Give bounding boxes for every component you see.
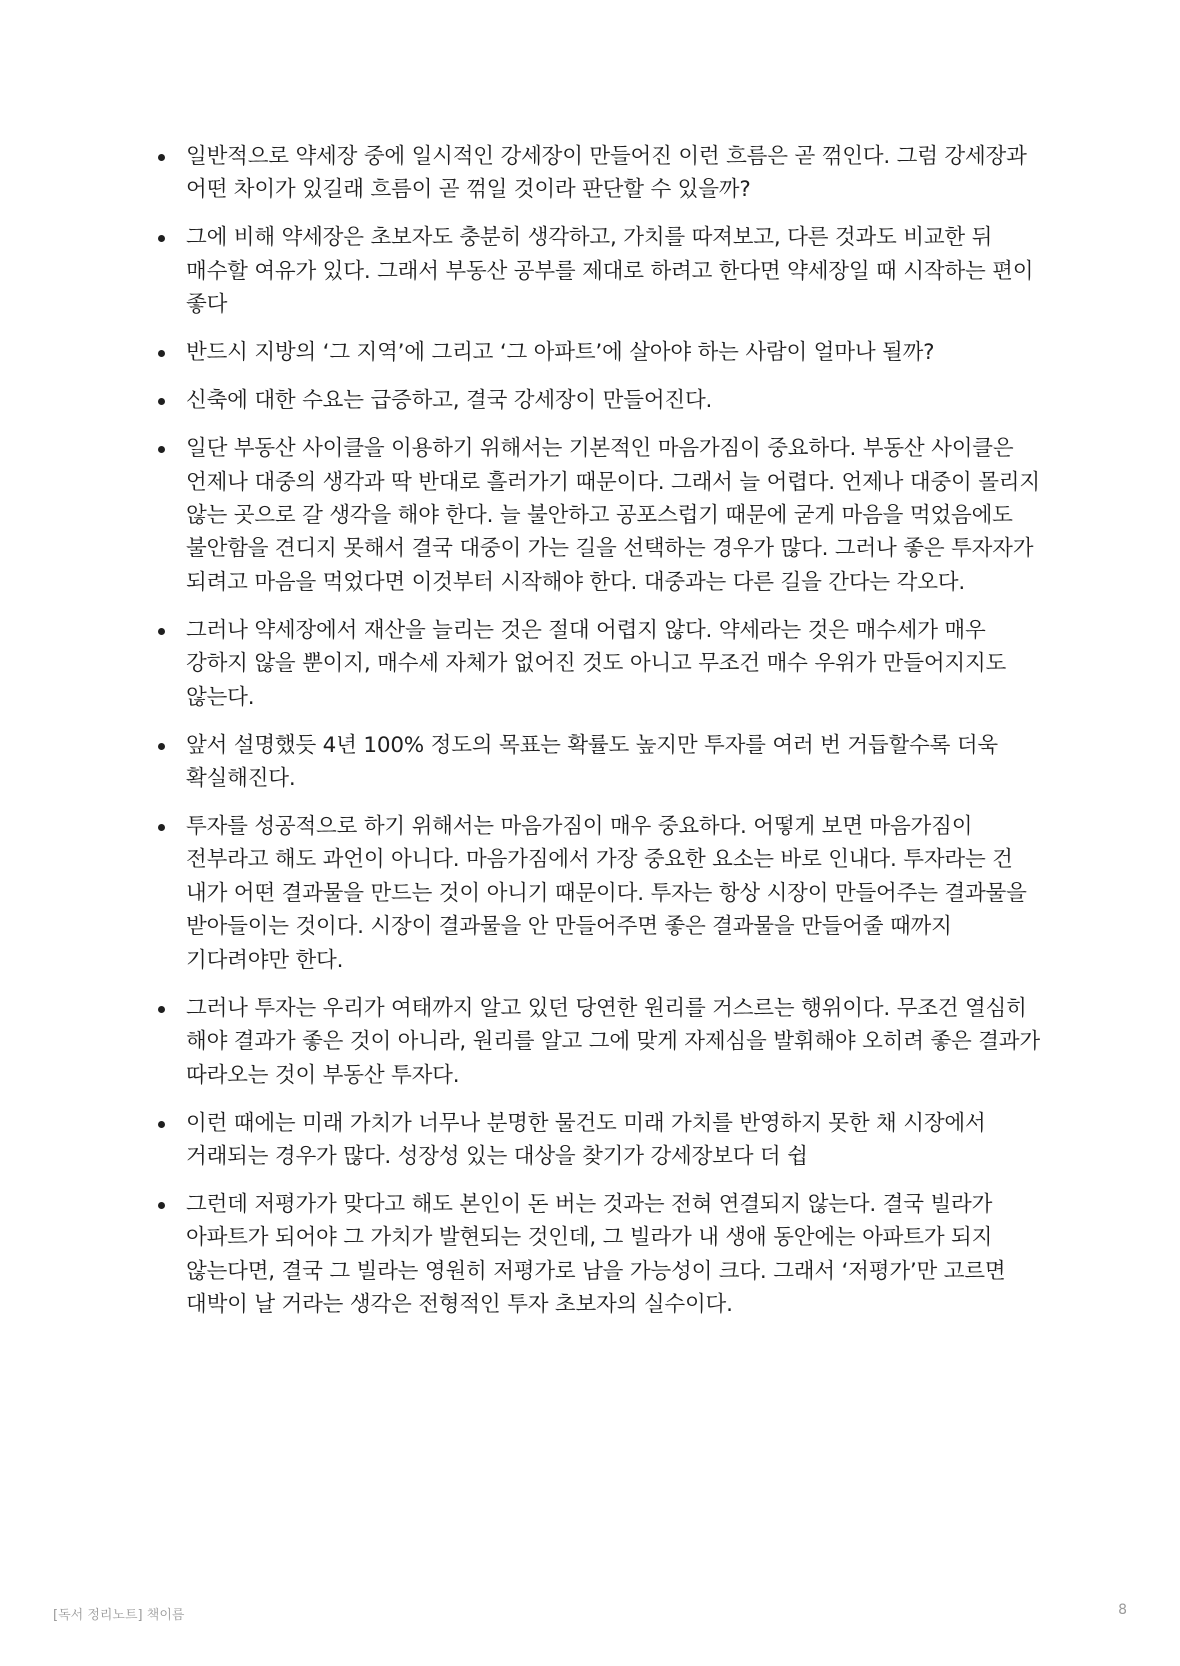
note-text: 일단 부동산 사이클을 이용하기 위해서는 기본적인 마음가짐이 중요하다. 부동산 사이클은 언제나 대중의 생각과 딱 반대로 흘러가기 때문이다. 그래서 늘 어렵다. 언제나 대중이 몰리지 않는 곳으로 갈 생각을 해야 한다. 늘 불안하고 공포스럽기 때문에 굳게 마음을 먹었음에도 불안함을 견디지 못해서 결국 대중이 가는 길을 선택하는 경우가 많다. 그러나 좋은 투자자가 되려고 마음을 먹었다면 이것부터 시작해야 한다. 대중과는 다른 길을 간다는 각오다.: [186, 436, 1040, 595]
note-text: 신축에 대한 수요는 급증하고, 결국 강세장이 만들어진다.: [186, 388, 713, 414]
bullet-icon: [158, 743, 165, 750]
bullet-icon: [158, 1202, 165, 1209]
list-item: [148, 992, 1048, 1092]
bullet-icon: [158, 154, 165, 161]
list-item: [148, 432, 1048, 599]
bullet-icon: [158, 350, 165, 357]
notes-list: [148, 140, 1048, 1322]
note-text: 그런데 저평가가 맞다고 해도 본인이 돈 버는 것과는 전혀 연결되지 않는다. 결국 빌라가 아파트가 되어야 그 가치가 발현되는 것인데, 그 빌라가 내 생애 동안에는 아파트가 되지 않는다면, 결국 그 빌라는 영원히 저평가로 남을 가능성이 크다. 그래서 ‘저평가’만 고르면 대박이 날 거라는 생각은 전형적인 투자 초보자의 실수이다.: [186, 1191, 1006, 1318]
list-item: [148, 614, 1048, 714]
note-text: 일반적으로 약세장 중에 일시적인 강세장이 만들어진 이런 흐름은 곧 꺾인다. 그럼 강세장과 어떤 차이가 있길래 흐름이 곧 꺾일 것이라 판단할 수 있을까?: [186, 144, 1027, 203]
note-text: 그에 비해 약세장은 초보자도 충분히 생각하고, 가치를 따져보고, 다른 것과도 비교한 뒤 매수할 여유가 있다. 그래서 부동산 공부를 제대로 하려고 한다면 약세장일 때 시작하는 편이 좋다: [186, 225, 1034, 318]
bullet-icon: [158, 1006, 165, 1013]
bullet-icon: [158, 824, 165, 831]
note-text: 이런 때에는 미래 가치가 너무나 분명한 물건도 미래 가치를 반영하지 못한 채 시장에서 거래되는 경우가 많다. 성장성 있는 대상을 찾기가 강세장보다 더 쉽: [186, 1110, 986, 1169]
list-item: [148, 729, 1048, 796]
bullet-icon: [158, 628, 165, 635]
note-text: 앞서 설명했듯 4년 100% 정도의 목표는 확률도 높지만 투자를 여러 번 거듭할수록 더욱 확실해진다.: [186, 732, 998, 792]
list-item: [148, 336, 1048, 369]
bullet-icon: [158, 235, 165, 242]
note-text: 투자를 성공적으로 하기 위해서는 마음가짐이 매우 중요하다. 어떻게 보면 마음가짐이 전부라고 해도 과언이 아니다. 마음가짐에서 가장 중요한 요소는 바로 인내다. 투자라는 건 내가 어떤 결과물을 만드는 것이 아니기 때문이다. 투자는 항상 시장이 만들어주는 결과물을 받아들이는 것이다. 시장이 결과물을 안 만들어주면 좋은 결과물을 만들어줄 때까지 기다려야만 한다.: [186, 814, 1027, 973]
page-number: 8: [1118, 1602, 1127, 1618]
list-item: [148, 1188, 1048, 1322]
bullet-icon: [158, 1121, 165, 1128]
list-item: [148, 140, 1048, 207]
note-text: 그러나 약세장에서 재산을 늘리는 것은 절대 어렵지 않다. 약세라는 것은 매수세가 매우 강하지 않을 뿐이지, 매수세 자체가 없어진 것도 아니고 무조건 매수 우위가 만들어지지도 않는다.: [186, 617, 1007, 710]
note-text: 그러나 투자는 우리가 여태까지 알고 있던 당연한 원리를 거스르는 행위이다. 무조건 열심히 해야 결과가 좋은 것이 아니라, 원리를 알고 그에 맞게 자제심을 발휘해야 오히려 좋은 결과가 따라오는 것이 부동산 투자다.: [186, 995, 1040, 1088]
list-item: [148, 221, 1048, 321]
list-item: [148, 384, 1048, 417]
bullet-icon: [158, 446, 165, 453]
note-text: 반드시 지방의 ‘그 지역’에 그리고 ‘그 아파트’에 살아야 하는 사람이 얼마나 될까?: [186, 340, 935, 366]
footer-doc-label: [독서 정리노트] 책이름: [53, 1608, 185, 1623]
list-item: [148, 810, 1048, 977]
bullet-icon: [158, 398, 165, 405]
notes-content: [148, 140, 1048, 1336]
list-item: [148, 1107, 1048, 1174]
